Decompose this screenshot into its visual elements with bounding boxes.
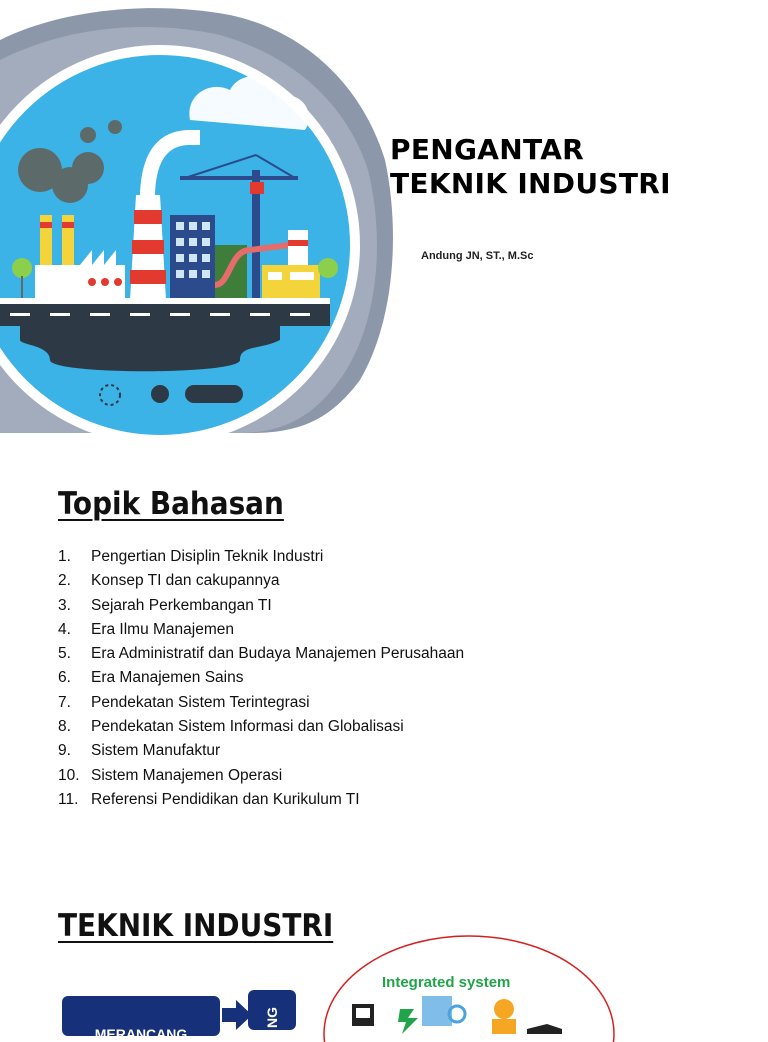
list-item [58,618,464,642]
list-text: Era Ilmu Manajemen [91,620,235,638]
list-item [58,666,464,690]
list-text: Era Manajemen Sains [91,669,244,687]
list-number: 11. [58,790,79,808]
list-number: 6. [58,669,71,687]
second-process-box [248,990,296,1030]
list-item [58,739,464,763]
integrated-system-label: Integrated system [382,974,511,991]
list-item [58,642,464,666]
list-text: Sistem Manajemen Operasi [91,766,283,784]
author-name: Andung JN, ST., M.Sc [421,250,534,262]
teknik-industri-slide [0,868,768,1042]
list-text: Sistem Manufaktur [91,742,221,760]
topics-title: Topik Bahasan [58,486,284,522]
list-item [58,764,464,788]
title-line-1: PENGANTAR [390,133,585,166]
list-item [58,545,464,569]
list-item [58,715,464,739]
list-number: 8. [58,718,71,736]
list-text: Pendekatan Sistem Terintegrasi [91,693,310,711]
list-item [58,594,464,618]
list-text: Era Administratif dan Budaya Manajemen Perusahaan [91,645,465,663]
list-item [58,788,464,812]
merancang-box [62,996,220,1042]
list-text: Pendekatan Sistem Informasi dan Globalisasi [91,718,404,736]
list-number: 9. [58,742,71,760]
list-text: Referensi Pendidikan dan Kurikulum TI [91,790,360,808]
list-item [58,691,464,715]
list-item [58,569,464,593]
list-number: 5. [58,645,71,663]
title-line-2: TEKNIK INDUSTRI [390,167,671,200]
teknik-industri-title: TEKNIK INDUSTRI [58,908,334,944]
topics-list [58,545,464,812]
list-number: 3. [58,596,71,614]
factory-illustration [0,0,400,433]
title-slide [0,0,768,433]
list-number: 4. [58,620,71,638]
list-number: 2. [58,572,71,590]
list-text: Konsep TI dan cakupannya [91,572,280,590]
list-number: 7. [58,693,71,711]
list-number: 10. [58,766,80,784]
merancang-label: MERANCANG [94,1026,188,1042]
list-text: Sejarah Perkembangan TI [91,596,272,614]
list-text: Pengertian Disiplin Teknik Industri [91,548,324,565]
topics-slide [0,440,768,860]
list-number: 1. [58,548,71,565]
second-process-label: NG [264,1007,280,1028]
presentation-title [390,133,671,201]
